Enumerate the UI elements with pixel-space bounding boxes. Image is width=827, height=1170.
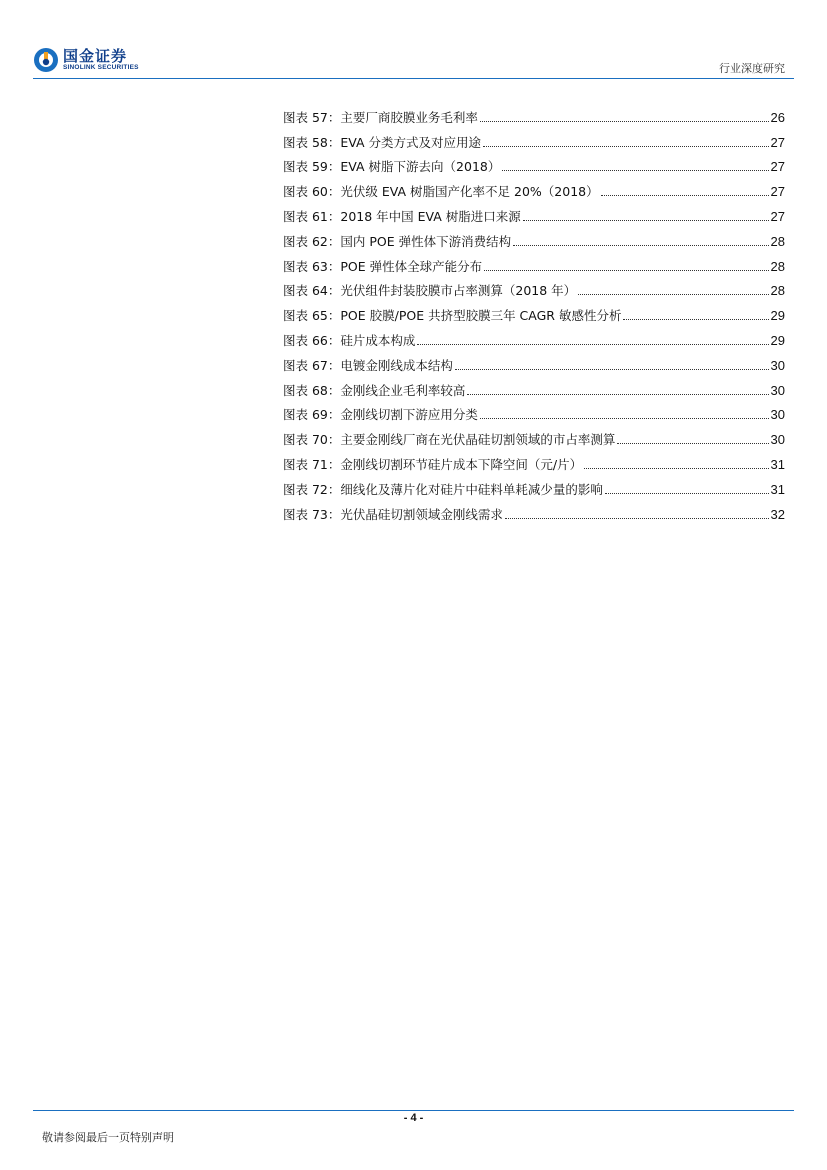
- toc-leader-dots: [623, 319, 768, 320]
- toc-entry[interactable]: [283, 448, 785, 473]
- toc-leader-dots: [584, 468, 768, 469]
- toc-leader-dots: [505, 518, 769, 519]
- toc-entry-page: 29: [770, 308, 785, 324]
- toc-entry-label: 图表 64：光伏组件封装胶膜市占率测算（2018 年）: [283, 283, 577, 299]
- toc-entry[interactable]: [283, 175, 785, 200]
- toc-entry-label: 图表 72：细线化及薄片化对硅片中硅料单耗减少量的影响: [283, 481, 603, 497]
- toc-entry[interactable]: [283, 250, 785, 275]
- toc-leader-dots: [601, 195, 769, 196]
- toc-entry[interactable]: [283, 324, 785, 349]
- toc-leader-dots: [513, 245, 768, 246]
- toc-entry-label: 图表 70：主要金刚线厂商在光伏晶硅切割领域的市占率测算: [283, 432, 616, 448]
- toc-leader-dots: [417, 344, 768, 345]
- toc-entry-page: 28: [770, 233, 785, 249]
- toc-entry-label: 图表 62：国内 POE 弹性体下游消费结构: [283, 233, 512, 249]
- toc-leader-dots: [483, 146, 768, 147]
- toc-entry[interactable]: [283, 374, 785, 399]
- toc-leader-dots: [467, 394, 768, 395]
- toc-entry-page: 28: [770, 283, 785, 299]
- toc-entry[interactable]: [283, 225, 785, 250]
- toc-entry-page: 30: [770, 407, 785, 423]
- toc-entry-label: 图表 63：POE 弹性体全球产能分布: [283, 258, 483, 274]
- toc-leader-dots: [523, 220, 769, 221]
- toc-entry-page: 26: [770, 109, 785, 125]
- toc-entry-page: 27: [770, 184, 785, 200]
- toc-entry[interactable]: [283, 126, 785, 151]
- toc-entry-label: 图表 58：EVA 分类方式及对应用途: [283, 134, 482, 150]
- toc-leader-dots: [455, 369, 769, 370]
- toc-leader-dots: [502, 170, 768, 171]
- toc-entry-label: 图表 71：金刚线切割环节硅片成本下降空间（元/片）: [283, 456, 583, 472]
- toc-entry[interactable]: [283, 423, 785, 448]
- header-divider: [33, 78, 794, 79]
- toc-entry[interactable]: [283, 151, 785, 176]
- figure-list: [283, 101, 785, 523]
- toc-entry-label: 图表 68：金刚线企业毛利率较高: [283, 382, 466, 398]
- company-logo: [33, 47, 139, 73]
- toc-leader-dots: [578, 294, 768, 295]
- toc-entry-label: 图表 59：EVA 树脂下游去向（2018）: [283, 159, 501, 175]
- toc-entry-page: 31: [770, 456, 785, 472]
- toc-entry-page: 30: [770, 382, 785, 398]
- toc-entry[interactable]: [283, 498, 785, 523]
- toc-entry[interactable]: [283, 299, 785, 324]
- toc-entry-page: 27: [770, 208, 785, 224]
- report-section: 行业深度研究: [719, 62, 785, 75]
- page-number: - 4 -: [403, 1112, 424, 1124]
- toc-leader-dots: [605, 493, 769, 494]
- toc-entry-page: 30: [770, 432, 785, 448]
- toc-entry[interactable]: [283, 349, 785, 374]
- toc-leader-dots: [617, 443, 768, 444]
- toc-entry-page: 27: [770, 159, 785, 175]
- toc-leader-dots: [484, 270, 768, 271]
- disclaimer-text: 敬请参阅最后一页特别声明: [42, 1131, 174, 1144]
- toc-entry-page: 31: [770, 481, 785, 497]
- logo-icon: [33, 47, 59, 73]
- logo-chinese-name: 国金证券: [63, 47, 128, 65]
- toc-entry-label: 图表 65：POE 胶膜/POE 共挤型胶膜三年 CAGR 敏感性分析: [283, 308, 622, 324]
- toc-entry[interactable]: [283, 399, 785, 424]
- toc-entry-label: 图表 61：2018 年中国 EVA 树脂进口来源: [283, 208, 521, 224]
- toc-entry-label: 图表 66：硅片成本构成: [283, 332, 416, 348]
- toc-entry-page: 30: [770, 357, 785, 373]
- toc-entry-label: 图表 69：金刚线切割下游应用分类: [283, 407, 478, 423]
- toc-entry-page: 28: [770, 258, 785, 274]
- toc-entry[interactable]: [283, 200, 785, 225]
- toc-leader-dots: [480, 418, 769, 419]
- toc-entry-label: 图表 73：光伏晶硅切割领域金刚线需求: [283, 506, 503, 522]
- toc-entry[interactable]: [283, 101, 785, 126]
- toc-entry-page: 27: [770, 134, 785, 150]
- logo-english-name: SINOLINK SECURITIES: [63, 64, 139, 71]
- footer-divider: [33, 1110, 794, 1111]
- toc-leader-dots: [480, 121, 769, 122]
- page-header: [0, 0, 827, 80]
- toc-entry-label: 图表 57：主要厂商胶膜业务毛利率: [283, 109, 478, 125]
- toc-entry[interactable]: [283, 275, 785, 300]
- toc-entry-label: 图表 67：电镀金刚线成本结构: [283, 357, 453, 373]
- toc-entry[interactable]: [283, 473, 785, 498]
- toc-entry-page: 29: [770, 332, 785, 348]
- toc-entry-label: 图表 60：光伏级 EVA 树脂国产化率不足 20%（2018）: [283, 184, 599, 200]
- toc-entry-page: 32: [770, 506, 785, 522]
